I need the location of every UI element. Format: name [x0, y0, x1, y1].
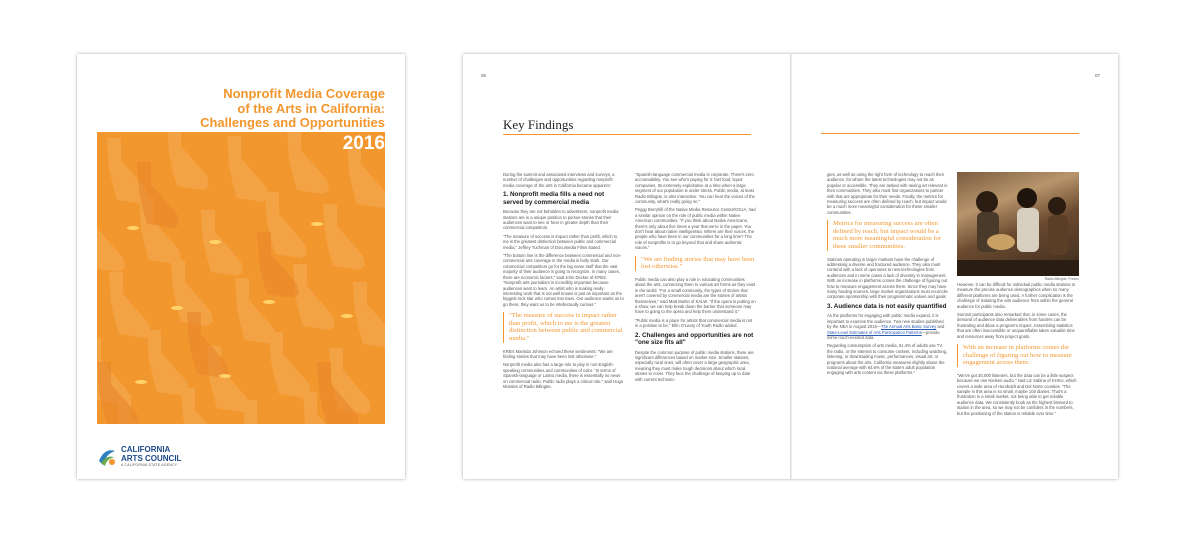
- pull-quote: "The measure of success is impact rather than profit, which to me is the greatest distinction between public and commercial media.": [503, 312, 624, 342]
- paragraph: Summit participants also remarked that, in some cases, the demand of audience data deliverables from funders can be frustrating and dilute a program's impact. Assembling statistics that are often inaccessible or unquantifiable takes valuable time and resources away from project goals.: [957, 312, 1075, 339]
- column-3: [827, 172, 948, 472]
- pull-quote: "We are finding stories that may have been lost otherwise.": [635, 256, 756, 271]
- paragraph: Stations operating in larger markets have the challenge of addressing a diverse and fractured audience. They also must contend with a lack of openness to new technologies from audiences and in some cases a lack of diversity in management. With an increase in platforms comes the challenge of figuring out how to measure engagement across them. Since they may have many funding sources, large market organizations must reconcile corporate sponsorship with their programmatic values and goals.: [827, 256, 948, 300]
- column-1: [503, 172, 624, 472]
- report-spread: [463, 54, 1118, 479]
- paragraph: "We've got 30,000 listeners, but the data can be a little suspect because we use Nielsen audio," said Liz Sabina of KHSU, which covers a wide area of Humboldt and Del Norte counties. "The sample in this area is so small, maybe 100 diaries. That's a frustration in a small market, not being able to get reliable audience data. We consistently book as the highest listened to station in the area, so we may not be confident in the numbers, but the positioning of the station is reliable over time.": [957, 372, 1077, 416]
- paragraph: "The bottom line is the difference between commercial and non-commercial arts coverage in the media is fairly stark. Our commercial competitors go for the big name stuff that the vast majority of their audience is going to recognize. In many cases, there are economic factors," said John Decker of KPBS. "Nonprofit arts journalism is incredibly important because audiences want to learn. An artist who is making really interesting work that is not well known is just as important as the biggest rock star who comes into town. Our audience wants us to go there; they want us to be intellectually curious.": [503, 253, 624, 307]
- pull-quote: With an increase in platforms comes the challenge of figuring out how to measure engagement across them.: [957, 344, 1079, 367]
- state-level-estimates-link[interactable]: State-Level Estimates of Arts Participation Patterns: [827, 329, 922, 335]
- right-page-number: 07: [1094, 73, 1100, 78]
- radio-bilingue-photo: [957, 172, 1079, 276]
- cover-title: [145, 87, 385, 131]
- paragraph: Public media can also play a role in educating communities about the arts, connecting them to various art forms as they exist in the world. "For a small community, the types of stories that aren't covered by commercial media are the stories of artists themselves," said Matt Martin of KALW. "If the opera is putting on a show, we can help break down the barrier that someone may have to going to the opera and help them understand it.": [635, 276, 756, 315]
- cover-title-line2: of the Arts in California:: [237, 100, 385, 116]
- annual-arts-basic-survey-link[interactable]: The Annual Arts Basic Survey: [881, 324, 937, 330]
- photo-caption: Radio Bilingüe, Fresno: [1044, 277, 1079, 281]
- cover-year: 2016: [342, 133, 385, 154]
- paragraph: "Public media is a place for artists that commercial media is not in a position to be," Ellin O'Leary of Youth Radio added.: [635, 317, 753, 329]
- finding-2-heading: 2. Challenges and opportunities are not "one size fits all": [635, 331, 754, 347]
- paragraph: Peggy Berryhill of the Native Media Resource Center/KGUA, had a similar opinion on the role of public media within Native American communities. "If you think about Native Americans, there's only about five times a year that we're in the paper. You don't hear about native intelligentsia. Where are their voices, the people who have been in our communities for a long time? The role of nonprofits is to go beyond that and share authentic voices.": [635, 207, 756, 251]
- musicians-photo-icon: [957, 172, 1079, 276]
- paragraph: However, it can be difficult for individual public media stations to measure the precise audience demographics when so many different platforms are being used. A further complication is the challenge of isolating the arts audience from within the general audience for public media.: [957, 282, 1076, 309]
- text-segment: —provide some much-needed data.: [827, 329, 940, 340]
- paragraph-with-links: [827, 313, 948, 340]
- paragraph: "Spanish-language commercial media is corporate. There's zero accountability. You see who's paying for it: fast food, liquor companies. Its extremely exploitative at a time when a large segment of our population is under stress. Public media, at least Radio Bilingüe, is also interactive. You can hear the voices of the community, what's really going on.": [635, 172, 755, 205]
- arts-council-logo: [97, 446, 181, 467]
- california-map-pattern-icon: [97, 132, 385, 424]
- left-page-number: 06: [481, 73, 487, 78]
- finding-3-heading: 3. Audience data is not easily quantified: [827, 302, 947, 310]
- pull-quote: Metrics for measuring success are often defined by reach, but impact would be a much more meaningful consideration for these smaller communities.: [827, 220, 948, 250]
- report-cover: [77, 54, 405, 479]
- paragraph: gies, as well as using the right form of technology to reach their audience, for whom the latest technologies may not be as popular or accessible. They are tasked with raising art relevant in their communities. They also must find organizations to partner with that are appropriate for their needs. Finally, the metrics for measuring success are often defined by reach, but impact would be a much more meaningful consideration for these smaller communities.: [827, 172, 948, 215]
- paragraph: Regarding consumption of arts media, 61.4% of adults use TV, the radio, or the Internet to consume content, including watching, listening, or downloading music, performances, visual art, or programs about the arts. California measures slightly above the national average with 64.6% of the state's adult population engaging with arts content via these platforms.*: [827, 343, 948, 376]
- intro-paragraph: During the summit and associated interviews and surveys, a number of challenges and opportunities regarding nonprofit media coverage of the arts in California became apparent:: [503, 172, 615, 188]
- paragraph: "The measure of success is impact rather than profit, which to me is the greatest distinction between public and commercial media," Jeffrey Tuchman of Documedia Films stated.: [503, 233, 618, 250]
- arts-council-logo-icon: [97, 447, 117, 467]
- logo-text-state-agency: A CALIFORNIA STATE AGENCY: [121, 463, 178, 467]
- heading-rule: [503, 134, 751, 135]
- cover-title-line3: Challenges and Opportunities: [200, 115, 385, 130]
- logo-text-arts-council: ARTS COUNCIL: [121, 454, 182, 463]
- text-segment: and: [936, 324, 945, 330]
- cover-title-line1: Nonprofit Media Coverage: [223, 86, 385, 101]
- logo-text-california: CALIFORNIA: [121, 445, 171, 454]
- text-segment: As the platforms for engaging with public media expand, it is important to examine the audience. Two new studies published by the NEA in August 2016—: [827, 313, 944, 330]
- cover-california-pattern: [97, 132, 385, 424]
- finding-1-heading: 1. Nonprofit media fills a need not served by commercial media: [503, 191, 605, 206]
- paragraph: Nonprofit media also has a large role to play in non-English-speaking communities and communities of color. "In terms of Spanish-language or Latino media, there is essentially no news on commercial radio. Public radio plays a critical role," said Hugo Morales of Radio Bilingüe.: [503, 362, 624, 389]
- column-4: [957, 282, 1079, 482]
- key-findings-heading: Key Findings: [503, 117, 574, 132]
- right-page-rule: [821, 133, 1079, 134]
- paragraph: Despite the common purpose of public media stations, there are significant differences based on market size. Smaller stations, especially rural ones, will often cover a large geographic area, meaning they must make tough decisions about which local stories to cover. They face the challenge of keeping up to date with current technolo-: [635, 349, 754, 382]
- paragraph: Because they are not beholden to advertisers, nonprofit media stations are in a unique position to pursue stories that their audiences want to see or hear in greater depth than their commercial competitors.: [503, 209, 619, 231]
- paragraph: KRB's Marinda Johnson echoed these sentiments: "We are finding stories that may have been lost otherwise.": [503, 348, 613, 359]
- column-2: [635, 172, 756, 472]
- spread-gutter: [790, 54, 792, 479]
